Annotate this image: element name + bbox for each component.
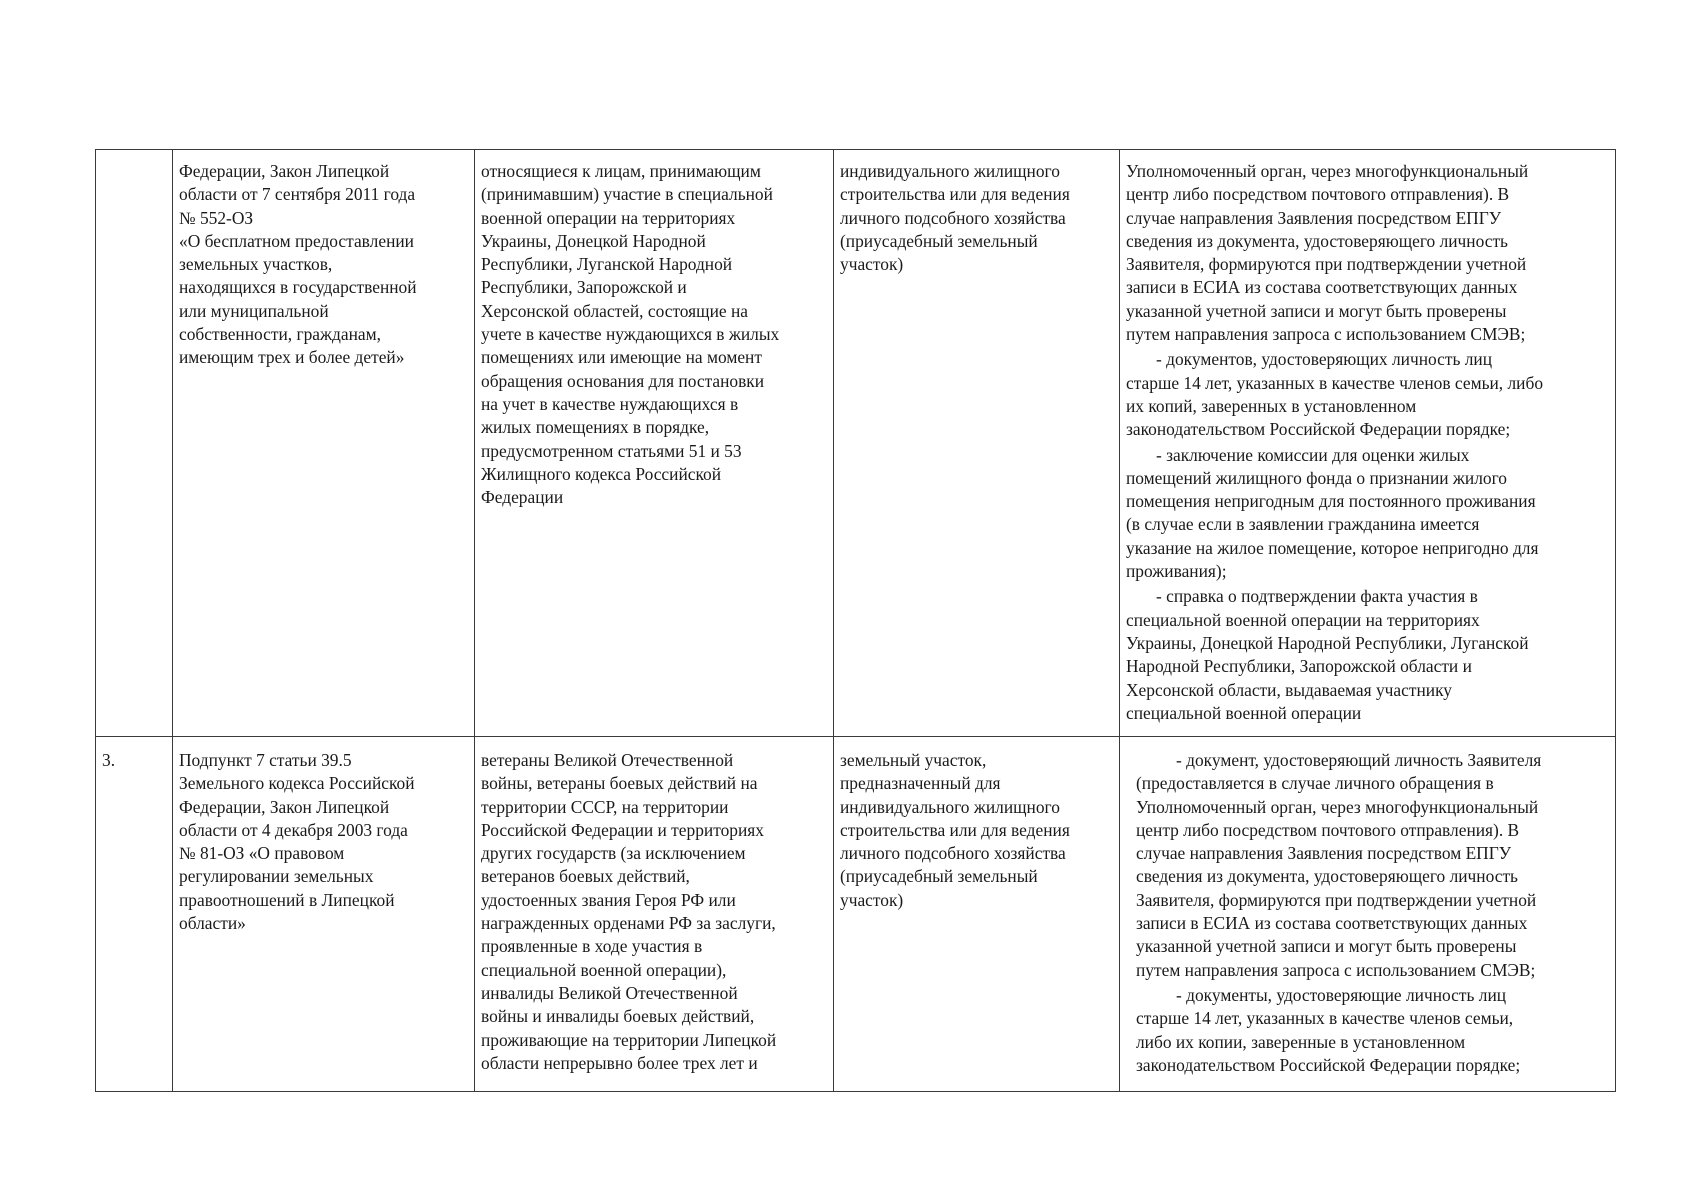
document-table <box>95 149 1616 1092</box>
land-purpose-cell <box>834 150 1120 737</box>
row-number: 3. <box>102 750 116 770</box>
document-item: - справка о подтверждении факта участия в специальной военной операции на территориях Украины, Донецкой Народной Республики, Луганской Народной Республики, Запорожской области и Херсонской области, выдаваемая участнику специальной военной операции <box>1126 586 1529 723</box>
document-item: - документ, удостоверяющий личность Заявителя (предоставляется в случае личного обращения в Уполномоченный орган, через многофункциональный центр либо посредством почтового отправления). В случае направления Заявления посредством ЕПГУ сведения из документа, удостоверяющего личность Заявителя, формируются при подтверждении учетной записи в ЕСИА из состава соответствующих данных указанной учетной записи и могут быть проверены путем направления запроса с использованием СМЭВ; <box>1136 750 1542 980</box>
document-item: - документы, удостоверяющие личность лиц старше 14 лет, указанных в качестве членов семьи, либо их копии, заверенные в установленном законодательством Российской Федерации порядке; <box>1136 984 1521 1075</box>
row-number-cell <box>96 737 173 1092</box>
document-item: Уполномоченный орган, через многофункциональный центр либо посредством почтового отправления). В случае направления Заявления посредством ЕПГУ сведения из документа, удостоверяющего личность Заявителя, формируются при подтверждении учетной записи в ЕСИА из состава соответствующих данных указанной учетной записи и могут быть проверены путем направления запроса с использованием СМЭВ; <box>1126 161 1529 345</box>
table-row <box>96 737 1616 1092</box>
legal-basis-cell <box>173 737 475 1092</box>
table-row <box>96 150 1616 737</box>
documents-list <box>1126 160 1610 725</box>
documents-cell <box>1120 737 1616 1092</box>
land-purpose-cell <box>834 737 1120 1092</box>
documents-cell <box>1120 150 1616 737</box>
land-purpose-text: земельный участок, предназначенный для индивидуального жилищного строительства или для ведения личного подсобного хозяйства (приусадебный земельный участок) <box>840 750 1070 910</box>
applicants-cell <box>475 737 834 1092</box>
legal-basis-cell <box>173 150 475 737</box>
documents-list <box>1136 749 1610 1077</box>
legal-basis-text: Федерации, Закон Липецкой области от 7 сентября 2011 года № 552-ОЗ «О бесплатном предоставлении земельных участков, находящихся в государственной или муниципальной собственности, гражданам, имеющим трех и более детей» <box>179 161 417 368</box>
document-item: - документов, удостоверяющих личность лиц старше 14 лет, указанных в качестве членов семьи, либо их копий, заверенных в установленном законодательством Российской Федерации порядке; <box>1126 349 1544 440</box>
applicants-text: ветераны Великой Отечественной войны, ветераны боевых действий на территории СССР, на территории Российской Федерации и территориях других государств (за исключением ветеранов боевых действий, удостоенных звания Героя РФ или награжденных орденами РФ за заслуги, проявленные в ходе участия в специальной военной операции), инвалиды Великой Отечественной войны и инвалиды боевых действий, проживающие на территории Липецкой области непрерывно более трех лет и <box>481 750 777 1073</box>
document-item: - заключение комиссии для оценки жилых помещений жилищного фонда о признании жилого помещения непригодным для постоянного проживания (в случае если в заявлении гражданина имеется указание на жилое помещение, которое непригодно для проживания); <box>1126 444 1539 582</box>
row-number-cell <box>96 150 173 737</box>
applicants-cell <box>475 150 834 737</box>
legal-basis-text: Подпункт 7 статьи 39.5 Земельного кодекса Российской Федерации, Закон Липецкой области от 4 декабря 2003 года № 81-ОЗ «О правовом регулировании земельных правоотношений в Липецкой области» <box>179 750 415 934</box>
applicants-text: относящиеся к лицам, принимающим (принимавшим) участие в специальной военной операции на территориях Украины, Донецкой Народной Республики, Луганской Народной Республики, Запорожской и Херсонской областей, состоящие на учете в качестве нуждающихся в жилых помещениях или имеющие на момент обращения основания для постановки на учет в качестве нуждающихся в жилых помещениях в порядке, предусмотренном статьями 51 и 53 Жилищного кодекса Российской Федерации <box>481 161 780 508</box>
land-purpose-text: индивидуального жилищного строительства или для ведения личного подсобного хозяйства (приусадебный земельный участок) <box>840 161 1070 275</box>
